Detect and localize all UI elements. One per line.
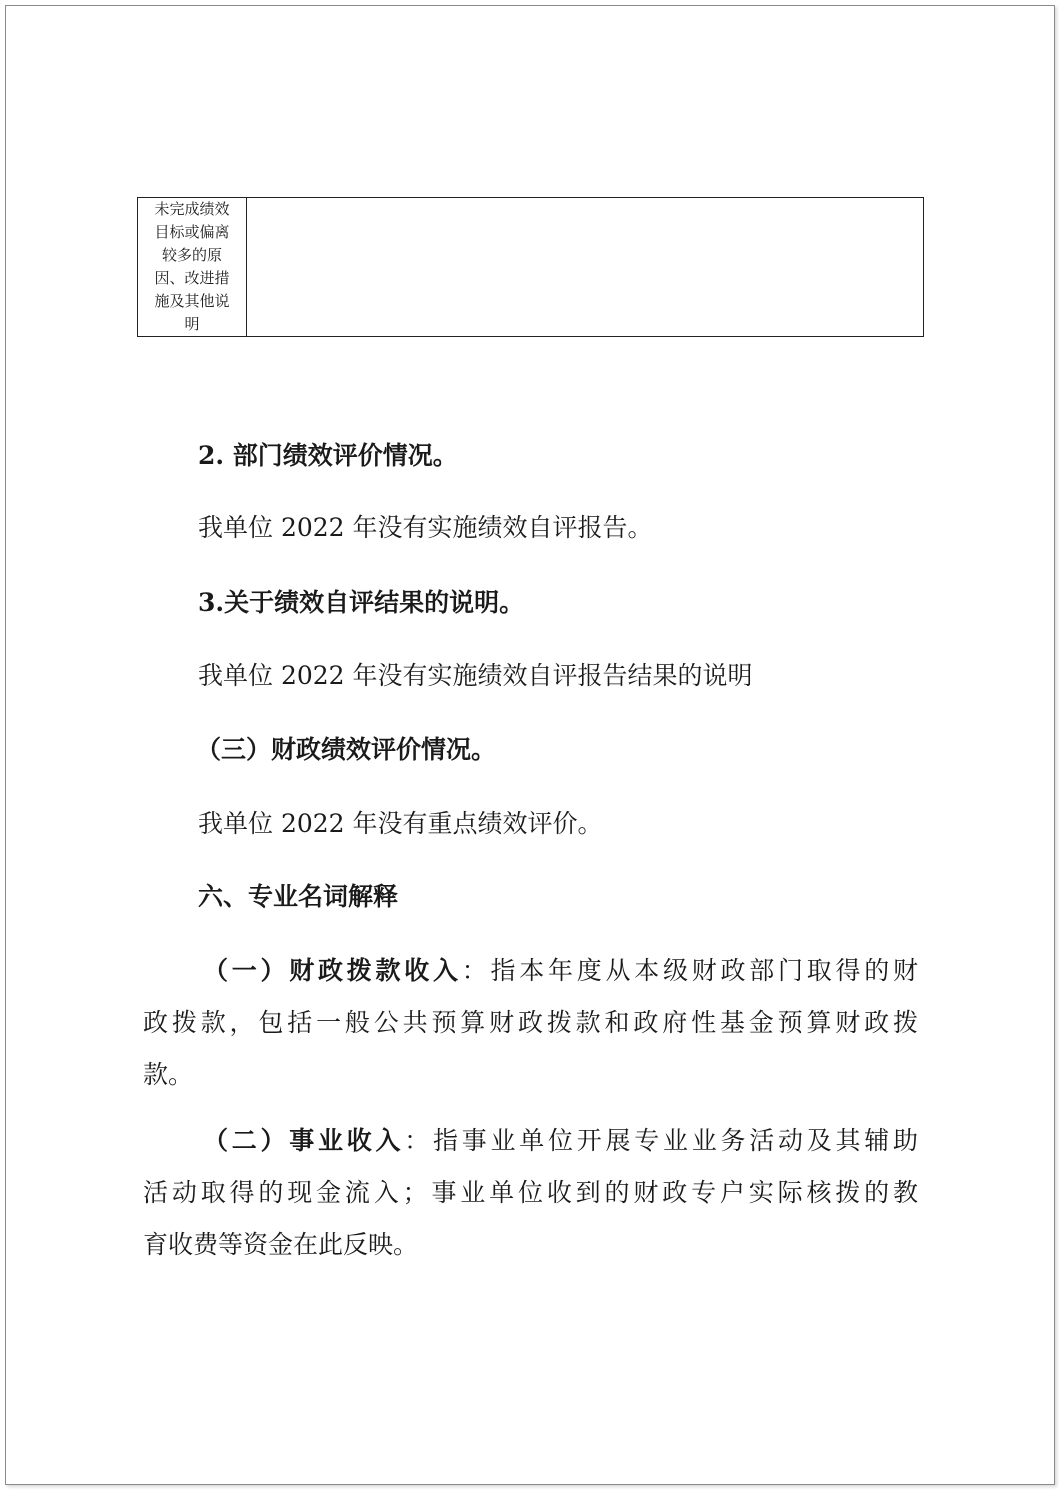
table-row [138,198,924,337]
table-label-line: 未完成绩效 [154,200,230,218]
self-eval-body: 我单位 2022 年没有实施绩效自评报告结果的说明 [198,661,753,690]
glossary-line: 政拨款，包括一般公共预算财政拨款和政府性基金预算财政拨 [143,1008,918,1037]
glossary-colon: ： [461,956,491,985]
finance-eval-heading: （三）财政绩效评价情况。 [196,735,497,764]
performance-table [137,197,924,337]
glossary-text: 指本年度从本级财政部门取得的财 [490,956,918,985]
dept-eval-heading: 2. 部门绩效评价情况。 [198,441,458,470]
table-label-cell [138,198,247,337]
glossary-item-business-income [143,1115,918,1271]
glossary-text: 指事业单位开展专业业务活动及其辅助 [433,1126,918,1155]
glossary-colon: ： [404,1126,433,1155]
glossary-line [143,945,918,997]
dept-eval-body: 我单位 2022 年没有实施绩效自评报告。 [198,513,653,542]
glossary-item-financial-appropriation [143,945,918,1101]
self-eval-heading: 3.关于绩效自评结果的说明。 [198,588,525,617]
table-value-cell [247,198,924,337]
glossary-line: 款。 [143,1060,194,1089]
table-label-line: 因、改进措 [154,269,230,287]
table-label-line: 施及其他说 [154,292,230,310]
glossary-line [143,1115,918,1167]
table-label-line: 明 [184,315,200,333]
glossary-term: （一）财政拨款收入 [203,956,462,985]
glossary-term: （二）事业收入 [203,1126,405,1155]
glossary-line: 活动取得的现金流入；事业单位收到的财政专户实际核拨的教 [143,1178,918,1207]
finance-eval-body: 我单位 2022 年没有重点绩效评价。 [198,809,603,838]
glossary-line: 育收费等资金在此反映。 [143,1230,419,1259]
table-label-line: 目标或偏离 [154,223,230,241]
table-label-line: 较多的原 [161,246,222,264]
glossary-heading: 六、专业名词解释 [198,882,399,911]
